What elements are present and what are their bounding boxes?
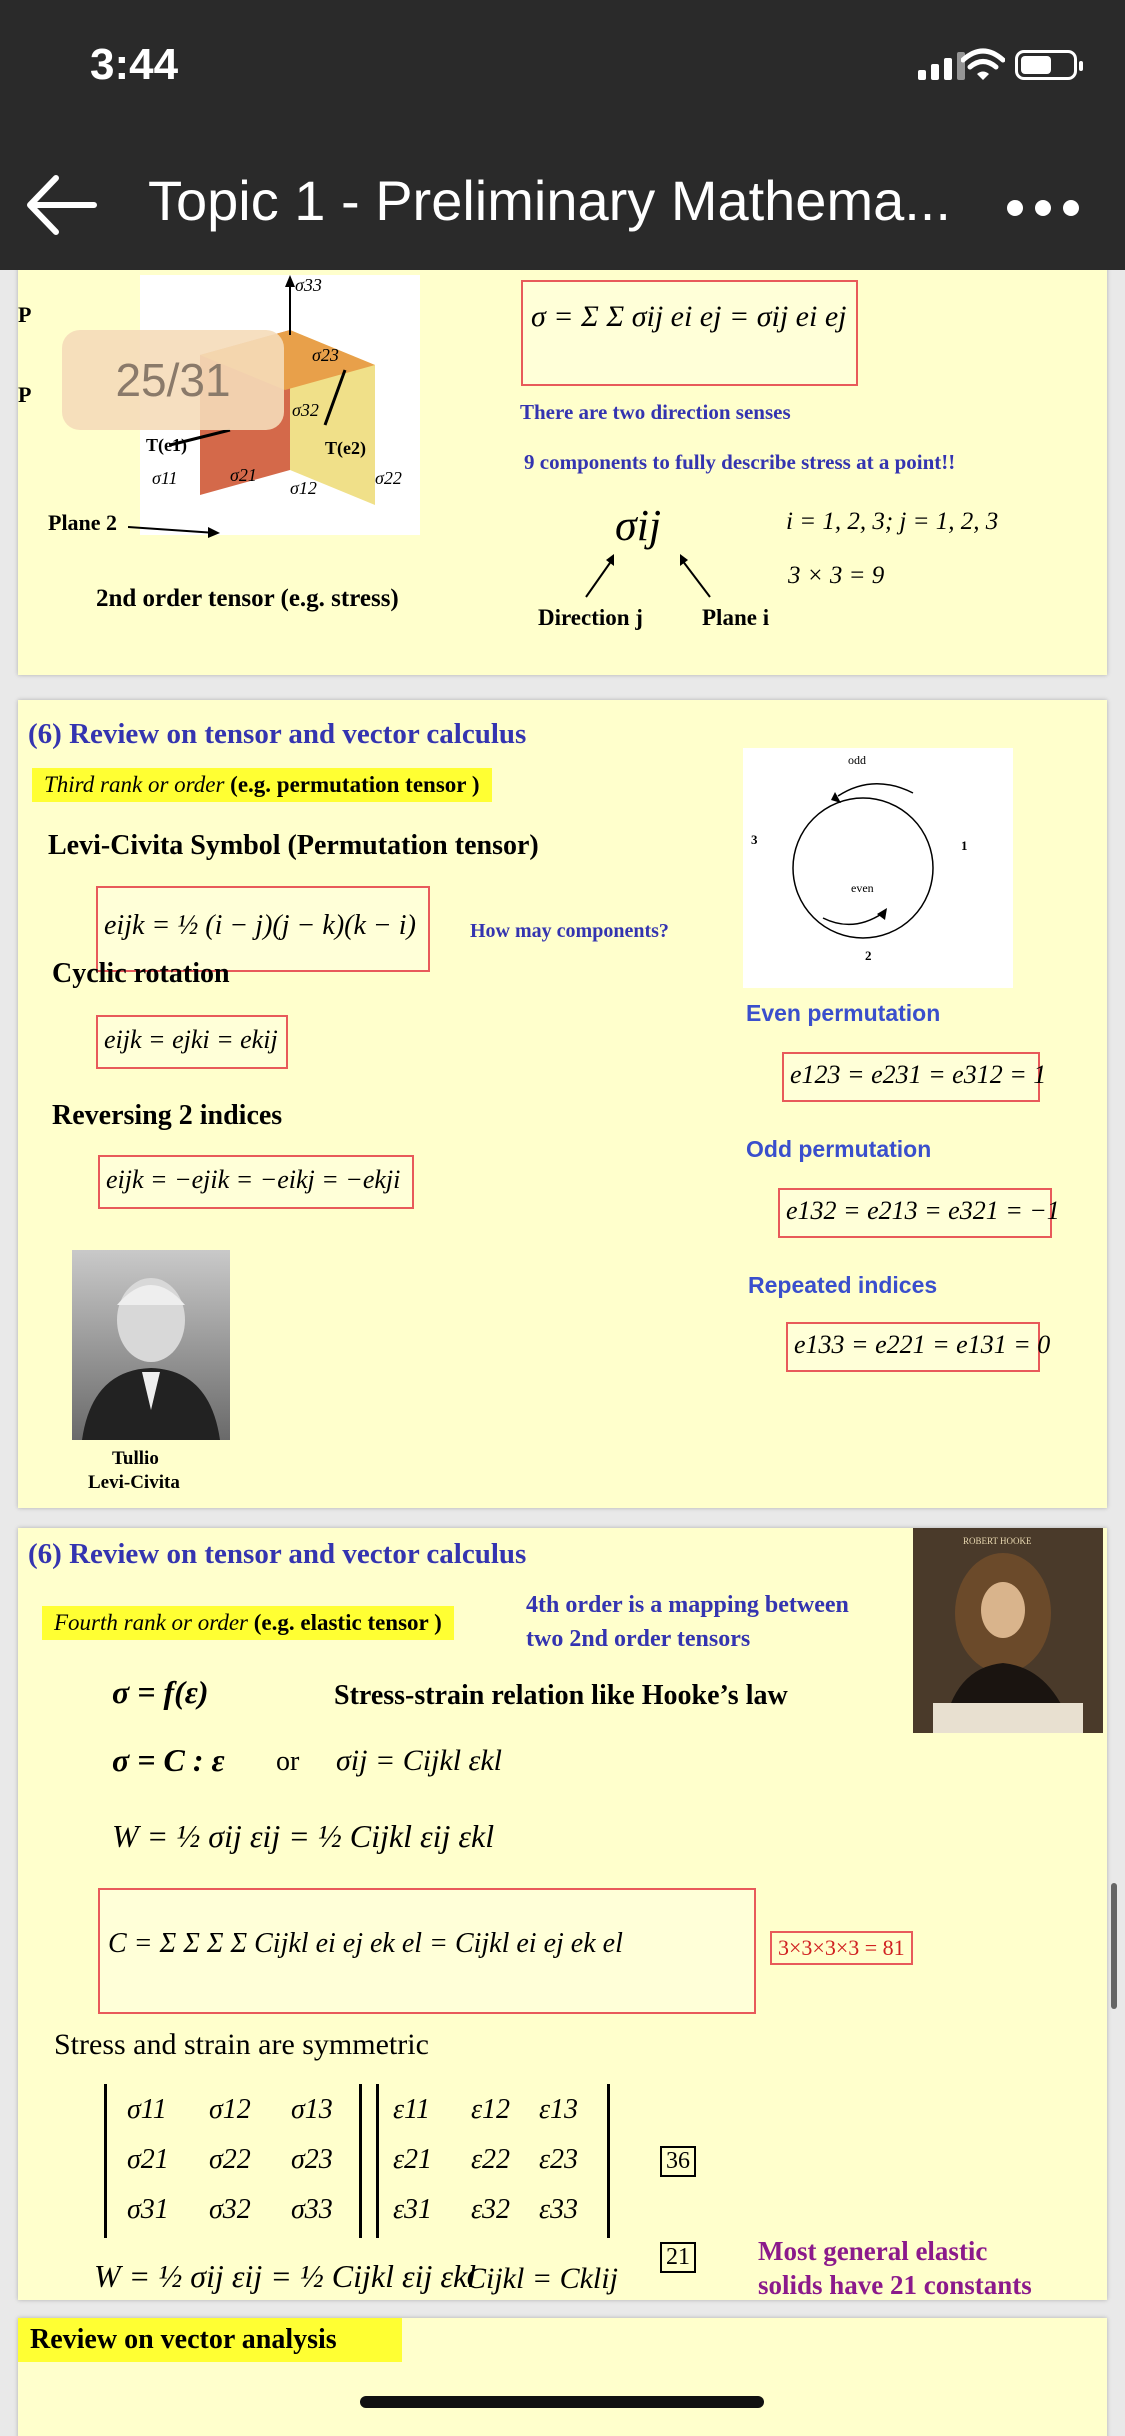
two-senses-text: There are two direction senses	[520, 400, 791, 424]
rank-italic: Third rank or order	[44, 772, 225, 797]
mapping-text: two 2nd order tensors	[526, 1626, 751, 1652]
cycle-odd-label: odd	[848, 753, 866, 767]
matrix-cell: ε23	[539, 2144, 579, 2175]
count-81: 3×3×3×3 = 81	[770, 1931, 913, 1965]
levi-formula: eijk = ½ (i − j)(j − k)(k − i)	[104, 910, 416, 941]
levi-title: Levi-Civita Symbol (Permutation tensor)	[48, 830, 539, 861]
cube-label: σ11	[152, 468, 178, 488]
mapping-text: 4th order is a mapping between	[526, 1592, 849, 1618]
document-title: Topic 1 - Preliminary Mathema...	[148, 169, 951, 232]
matrix-cell: σ23	[291, 2144, 333, 2175]
sigma-f-formula: σ = f(ε)	[112, 1674, 209, 1710]
portrait-caption: Levi-Civita	[88, 1472, 180, 1493]
energy-formula-2: W = ½ σij εij = ½ Cijkl εij εkl	[94, 2258, 477, 2294]
cycle-3-label: 3	[751, 832, 758, 847]
hooke-portrait	[913, 1528, 1103, 1733]
portrait-icon	[72, 1250, 230, 1440]
matrix-cell: ε13	[539, 2094, 579, 2125]
cycle-2-label: 2	[865, 948, 872, 963]
three-by-three-text: 3 × 3 = 9	[788, 562, 885, 589]
status-time: 3:44	[90, 40, 179, 89]
rank-highlight	[32, 768, 492, 802]
matrix-cell: σ11	[127, 2094, 167, 2125]
nav-bar	[0, 140, 1125, 270]
rank-bold: (e.g. permutation tensor )	[230, 772, 480, 797]
portrait-caption: Tullio	[112, 1448, 159, 1469]
home-indicator[interactable]	[360, 2396, 764, 2408]
matrix-cell: ε33	[539, 2194, 579, 2225]
even-formula: e123 = e231 = e312 = 1	[790, 1060, 1047, 1089]
rank-highlight	[42, 1606, 454, 1640]
cube-label-p: P	[18, 302, 32, 327]
plane2-label: Plane 2	[48, 510, 118, 535]
cyclic-title: Cyclic rotation	[52, 958, 230, 989]
index-arrows-icon	[578, 552, 718, 602]
even-title: Even permutation	[746, 1000, 941, 1026]
plane-i-label: Plane i	[702, 605, 770, 630]
matrix-cell: σ33	[291, 2194, 333, 2225]
cube-label: σ22	[375, 468, 402, 488]
portrait-icon	[913, 1528, 1103, 1733]
sigma-c-formula: σ = C : ε	[112, 1742, 225, 1778]
sigma-index-formula: σij = Cijkl εkl	[336, 1744, 503, 1777]
how-many-text: How may components?	[470, 920, 669, 942]
reversing-formula-box	[98, 1155, 414, 1209]
cellular-signal-icon	[918, 52, 965, 80]
more-options-icon[interactable]	[1007, 200, 1079, 216]
cycle-even-label: even	[851, 881, 874, 895]
odd-formula: e132 = e213 = e321 = −1	[786, 1196, 1060, 1225]
count-21: 21	[660, 2242, 696, 2273]
status-bar	[0, 0, 1125, 140]
reversing-title: Reversing 2 indices	[52, 1100, 283, 1131]
scrollbar[interactable]	[1111, 1883, 1117, 2009]
stress-matrix	[104, 2084, 362, 2238]
slide-heading: (6) Review on tensor and vector calculus	[28, 1538, 527, 1570]
reversing-formula: eijk = −ejik = −eikj = −ekji	[106, 1165, 401, 1194]
cube-label: σ12	[290, 478, 317, 498]
sigma-sum-formula	[521, 280, 858, 386]
matrix-cell: ε21	[393, 2144, 433, 2175]
direction-j-label: Direction j	[538, 605, 643, 630]
matrix-cell: ε31	[393, 2194, 433, 2225]
cycle-1-label: 1	[961, 838, 968, 853]
pdf-document-view[interactable]	[0, 270, 1125, 2436]
permutation-cycle-diagram	[743, 748, 1013, 988]
matrix-cell: σ13	[291, 2094, 333, 2125]
hooke-text: Stress-strain relation like Hooke’s law	[334, 1680, 788, 1711]
matrix-cell: ε11	[393, 2094, 430, 2125]
cube-label: T(e2)	[325, 438, 366, 458]
plane2-arrow-icon	[128, 515, 223, 545]
battery-icon	[1015, 50, 1077, 80]
rank-bold: (e.g. elastic tensor )	[253, 1610, 442, 1635]
odd-title: Odd permutation	[746, 1136, 932, 1162]
slide-permutation-tensor	[18, 700, 1107, 1508]
general-text: Most general elastic	[758, 2236, 988, 2266]
strain-matrix	[376, 2084, 610, 2238]
slide-vector-analysis	[18, 2318, 1107, 2436]
matrix-cell: ε32	[471, 2194, 511, 2225]
odd-formula-box	[778, 1188, 1060, 1238]
cube-label: σ33	[295, 275, 322, 295]
cyclic-formula-box	[96, 1015, 288, 1069]
repeated-formula-box	[786, 1322, 1051, 1372]
c-sum-formula: C = Σ Σ Σ Σ Cijkl ei ej ek el = Cijkl ei ej ek el	[108, 1928, 623, 1959]
cube-label: T(e1)	[146, 435, 187, 455]
second-order-label: 2nd order tensor (e.g. stress)	[96, 585, 399, 612]
c-symmetry-formula: Cijkl = Cklij	[466, 2262, 618, 2295]
matrix-cell: σ12	[209, 2094, 251, 2125]
matrix-cell: ε22	[471, 2144, 511, 2175]
count-36: 36	[660, 2146, 696, 2177]
general-text: solids have 21 constants	[758, 2270, 1032, 2300]
matrix-cell: σ32	[209, 2194, 251, 2225]
slide-heading: (6) Review on tensor and vector calculus	[28, 718, 527, 750]
levi-civita-portrait	[72, 1250, 230, 1440]
cyclic-formula: eijk = ejki = ekij	[104, 1025, 278, 1054]
c-sum-formula-box	[98, 1888, 756, 2014]
matrix-cell: σ22	[209, 2144, 251, 2175]
rank-italic: Fourth rank or order	[54, 1610, 249, 1635]
index-range-text: i = 1, 2, 3; j = 1, 2, 3	[786, 508, 999, 535]
sigma-sum-text: σ = Σ Σ σij ei ej = σij ei ej	[531, 300, 847, 333]
matrix-cell: ε12	[471, 2094, 511, 2125]
sigma-ij-symbol: σij	[615, 501, 662, 550]
wifi-icon	[961, 48, 1005, 82]
or-text: or	[276, 1746, 300, 1777]
cube-label-p: P	[18, 382, 32, 407]
energy-formula: W = ½ σij εij = ½ Cijkl εij εkl	[112, 1818, 495, 1854]
cube-label: σ21	[230, 465, 257, 485]
matrix-cell: σ31	[127, 2194, 169, 2225]
cube-label: σ23	[312, 345, 339, 365]
matrix-cell: σ21	[127, 2144, 169, 2175]
slide-heading: Review on vector analysis	[18, 2318, 402, 2362]
symmetric-text: Stress and strain are symmetric	[54, 2028, 429, 2061]
even-formula-box	[782, 1052, 1047, 1102]
nine-components-text: 9 components to fully describe stress at a point!!	[524, 450, 956, 474]
portrait-header: ROBERT HOOKE	[963, 1536, 1032, 1546]
cube-label: σ32	[292, 400, 319, 420]
cycle-circle-icon	[743, 748, 1013, 988]
back-arrow-icon[interactable]	[22, 170, 102, 240]
repeated-title: Repeated indices	[748, 1272, 938, 1298]
repeated-formula: e133 = e221 = e131 = 0	[794, 1330, 1051, 1359]
slide-elastic-tensor	[18, 1528, 1107, 2300]
page-indicator: 25/31	[62, 330, 284, 430]
